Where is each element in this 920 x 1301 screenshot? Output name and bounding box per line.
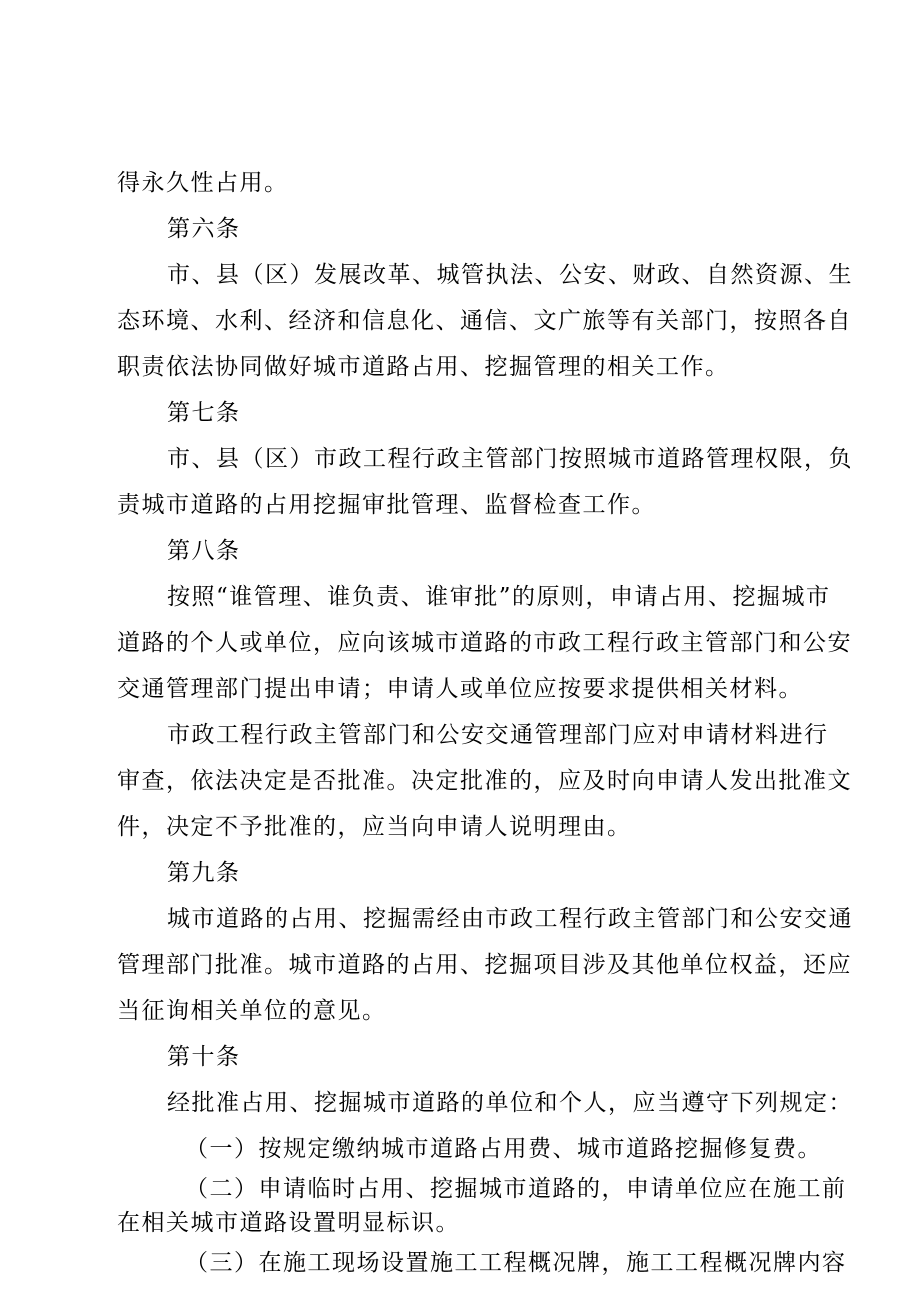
text-line: 市政工程行政主管部门和公安交通管理部门应对申请材料进行	[167, 722, 829, 748]
text-line: 得永久性占用。	[117, 170, 289, 196]
article-heading-10: 第十条	[167, 1044, 241, 1070]
text-line: 经批准占用、挖掘城市道路的单位和个人，应当遵守下列规定：	[167, 1090, 853, 1116]
text-line: 责城市道路的占用挖掘审批管理、监督检查工作。	[117, 492, 656, 518]
text-line: 态环境、水利、经济和信息化、通信、文广旅等有关部门，按照各自	[117, 308, 852, 334]
text-line: 按照“谁管理、谁负责、谁审批”的原则，申请占用、挖掘城市	[167, 584, 831, 610]
article-heading-6: 第六条	[167, 216, 241, 242]
text-line: 道路的个人或单位，应向该城市道路的市政工程行政主管部门和公安	[117, 630, 852, 656]
text-line: 城市道路的占用、挖掘需经由市政工程行政主管部门和公安交通	[167, 906, 853, 932]
text-line: 职责依法协同做好城市道路占用、挖掘管理的相关工作。	[117, 354, 730, 380]
text-line: 件，决定不予批准的，应当向申请人说明理由。	[117, 814, 632, 840]
text-line: 交通管理部门提出申请；申请人或单位应按要求提供相关材料。	[117, 676, 803, 702]
list-item: （三）在施工现场设置施工工程概况牌，施工工程概况牌内容	[185, 1250, 847, 1276]
text-line: 市、县（区）发展改革、城管执法、公安、财政、自然资源、生	[167, 262, 853, 288]
document-page	[117, 160, 853, 1286]
article-heading-8: 第八条	[167, 538, 241, 564]
text-line: 在相关城市道路设置明显标识。	[117, 1210, 460, 1236]
list-item: （一）按规定缴纳城市道路占用费、城市道路挖掘修复费。	[185, 1136, 822, 1162]
text-line: 市、县（区）市政工程行政主管部门按照城市道路管理权限，负	[167, 446, 853, 472]
article-heading-7: 第七条	[167, 400, 241, 426]
text-line: 审查，依法决定是否批准。决定批准的，应及时向申请人发出批准文	[117, 768, 852, 794]
text-line: 管理部门批准。城市道路的占用、挖掘项目涉及其他单位权益，还应	[117, 952, 852, 978]
list-item: （二）申请临时占用、挖掘城市道路的，申请单位应在施工前	[185, 1176, 847, 1202]
text-line: 当征询相关单位的意见。	[117, 998, 387, 1024]
article-heading-9: 第九条	[167, 860, 241, 886]
